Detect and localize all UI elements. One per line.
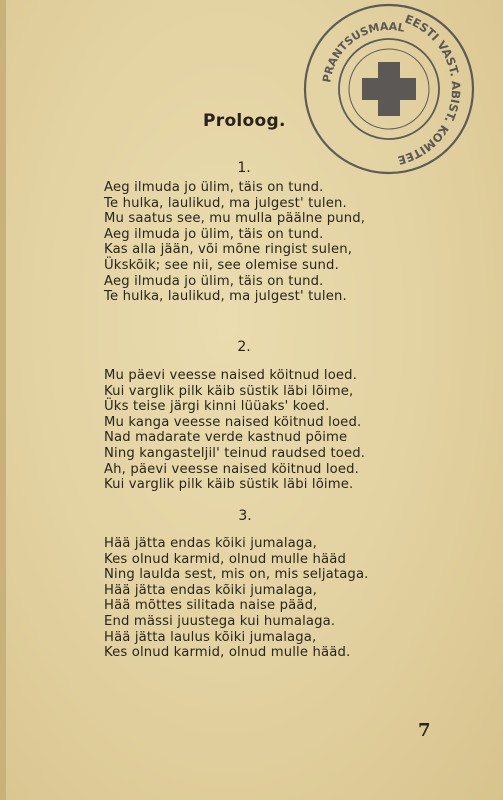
verse-line: Ükskõik; see nii, see olemise sund. bbox=[104, 257, 339, 273]
verse-line: Üks teise järgi kinni lüüaks' koed. bbox=[104, 399, 330, 415]
stamp-text-outer: EESTI VAST. ABIST. KOMITEE bbox=[396, 11, 464, 168]
page-edge bbox=[0, 0, 6, 800]
verse-line: Kes olnud karmid, olnud mulle hääd. bbox=[104, 645, 351, 661]
cross-icon bbox=[362, 62, 416, 116]
verse-line: Aeg ilmuda jo ülim, täis on tund. bbox=[104, 273, 324, 289]
verse-line: Ah, päevi veesse naised köitnud loed. bbox=[104, 461, 360, 477]
stanza-1 bbox=[104, 180, 404, 305]
stanza-3 bbox=[104, 536, 404, 661]
verse-line: Kui varglik pilk käib süstik läbi lõime, bbox=[104, 383, 354, 399]
verse-line: Mu päevi veesse naised köitnud loed. bbox=[104, 368, 358, 383]
verse-line: Hää mõttes silitada naise pääd, bbox=[104, 598, 318, 614]
verse-line: Ning kangasteljil' teinud raudsed toed. bbox=[104, 445, 366, 461]
verse-line: Aeg ilmuda jo ülim, täis on tund. bbox=[104, 180, 324, 195]
stanza-number-1: 1. bbox=[237, 160, 251, 176]
verse-line: End mässi juustega kui humalaga. bbox=[104, 613, 336, 629]
verse-line: Ning laulda sest, mis on, mis seljataga. bbox=[104, 567, 369, 583]
verse-line: Mu saatus see, mu mulla päälne pund, bbox=[104, 211, 366, 227]
verse-line: Hää jätta endas kõiki jumalaga, bbox=[104, 582, 317, 598]
page-number: 7 bbox=[418, 720, 431, 741]
verse-line: Aeg ilmuda jo ülim, täis on tund. bbox=[104, 226, 324, 242]
verse-line: Mu kanga veesse naised köitnud loed. bbox=[104, 414, 362, 430]
stanza-number-3: 3. bbox=[238, 508, 252, 524]
verse-line: Te hulka, laulikud, ma julgest' tulen. bbox=[104, 289, 347, 305]
stanza-2 bbox=[104, 368, 404, 493]
verse-line: Hää jätta endas kõiki jumalaga, bbox=[104, 536, 317, 551]
verse-line: Kas alla jään, või mõne ringist sulen, bbox=[104, 242, 353, 258]
verse-line: Te hulka, laulikud, ma julgest' tulen. bbox=[104, 195, 347, 211]
verse-line: Kes olnud karmid, olnud mulle hääd bbox=[104, 551, 346, 567]
verse-line: Hää jätta laulus kõiki jumalaga, bbox=[104, 629, 317, 645]
page-title: Proloog. bbox=[203, 111, 286, 131]
stanza-number-2: 2. bbox=[237, 339, 251, 355]
red-cross-stamp bbox=[300, 0, 478, 178]
stamp-text-top: PRANTSUSMAAL bbox=[320, 19, 406, 84]
verse-line: Kui varglik pilk käib süstik läbi lõime. bbox=[104, 477, 354, 493]
verse-line: Nad madarate verde kastnud põime bbox=[104, 430, 348, 446]
